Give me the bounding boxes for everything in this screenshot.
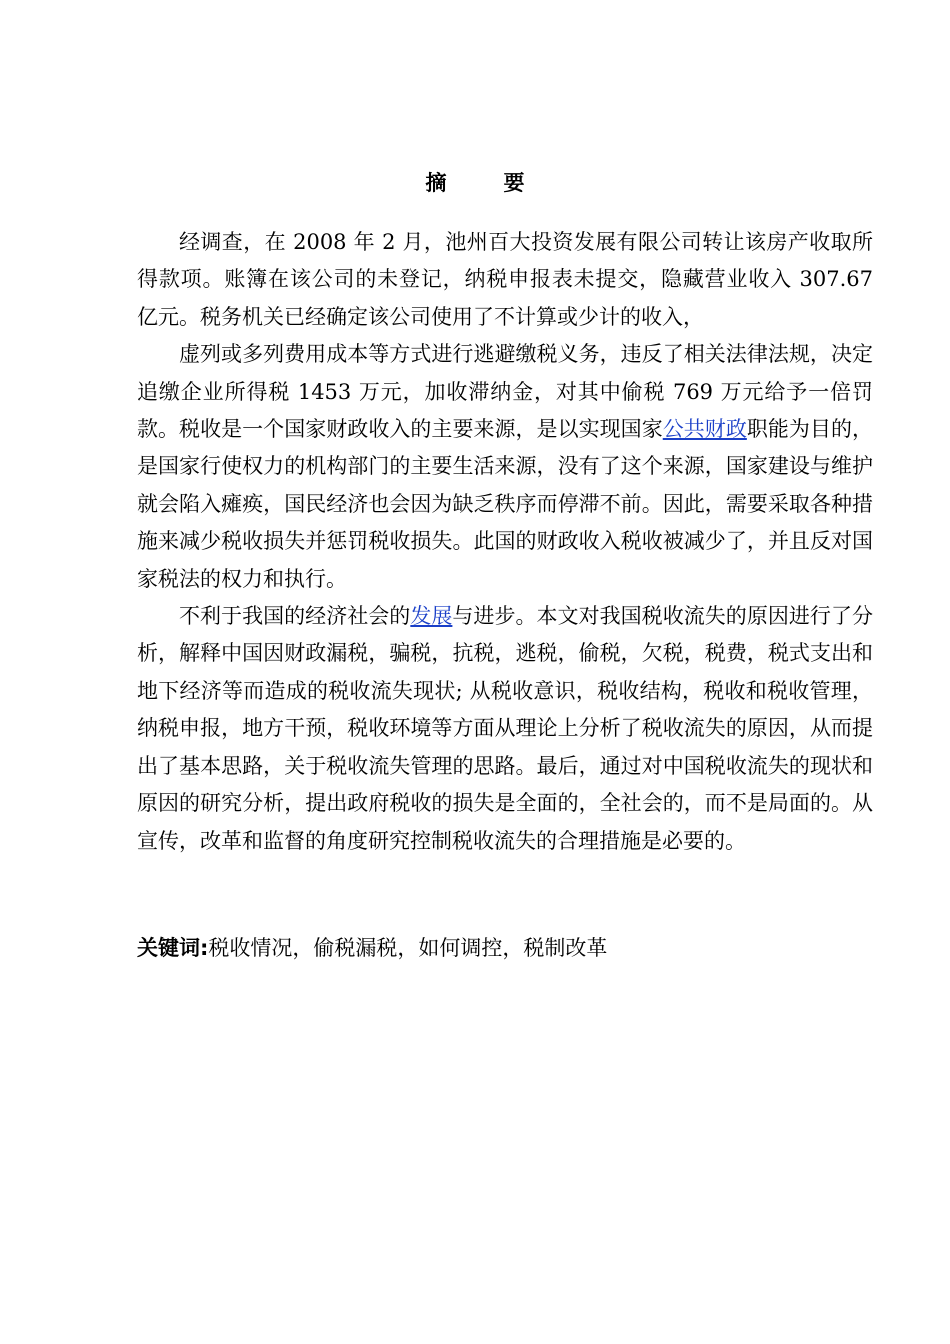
paragraph-2-text-after: 职能为目的，是国家行使权力的机构部门的主要生活来源，没有了这个来源，国家建设与维护就会陷入瘫痪，国民经济也会因为缺乏秩序而停滞不前。因此，需要采取各种措施来减少税收损失并惩罚税收损失。此国的财政收入税收被减少了，并且反对国家税法的权力和执行。 (137, 417, 874, 591)
keywords-line (137, 930, 873, 967)
link-public-finance[interactable]: 公共财政 (662, 417, 747, 442)
link-development[interactable]: 发展 (410, 604, 453, 629)
abstract-title: 摘 要 (425, 171, 543, 195)
paragraph-3-text-before: 不利于我国的经济社会的 (179, 604, 411, 629)
abstract-paragraph-3 (137, 598, 873, 860)
paragraph-3-text-after: 与进步。本文对我国税收流失的原因进行了分析，解释中国因财政漏税，骗税，抗税，逃税，偷税，欠税，税费，税式支出和地下经济等而造成的税收流失现状; 从税收意识，税收结构，税收和税收管理，纳税申报，地方干预，税收环境等方面从理论上分析了税收流失的原因，从而提出了基本思路，关于税收流失管理的思路。最后，通过对中国税收流失的现状和原因的研究分析，提出政府税收的损失是全面的，全社会的，而不是局面的。从宣传，改革和监督的角度研究控制税收流失的合理措施是必要的。 (137, 604, 873, 853)
keywords-value: 税收情况，偷税漏税，如何调控，税制改革 (208, 936, 608, 960)
paragraph-2-text-before: 虚列或多列费用成本等方式进行逃避缴税义务，违反了相关法律法规，决定追缴企业所得税 1453 万元，加收滞纳金，对其中偷税 769 万元给予一倍罚款。税收是一个国家财政收入的主要来源，是以实现国家 (137, 342, 873, 442)
paragraph-1-text: 经调查，在 2008 年 2 月，池州百大投资发展有限公司转让该房产收取所得款项。账簿在该公司的未登记，纳税申报表未提交，隐藏营业收入 307.67 亿元。税务机关已经确定该公司使用了不计算或少计的收入， (137, 230, 873, 329)
keywords-label: 关键词: (137, 936, 209, 960)
abstract-paragraph-2 (137, 336, 873, 598)
abstract-body (137, 224, 873, 860)
abstract-paragraph-1 (137, 224, 873, 336)
